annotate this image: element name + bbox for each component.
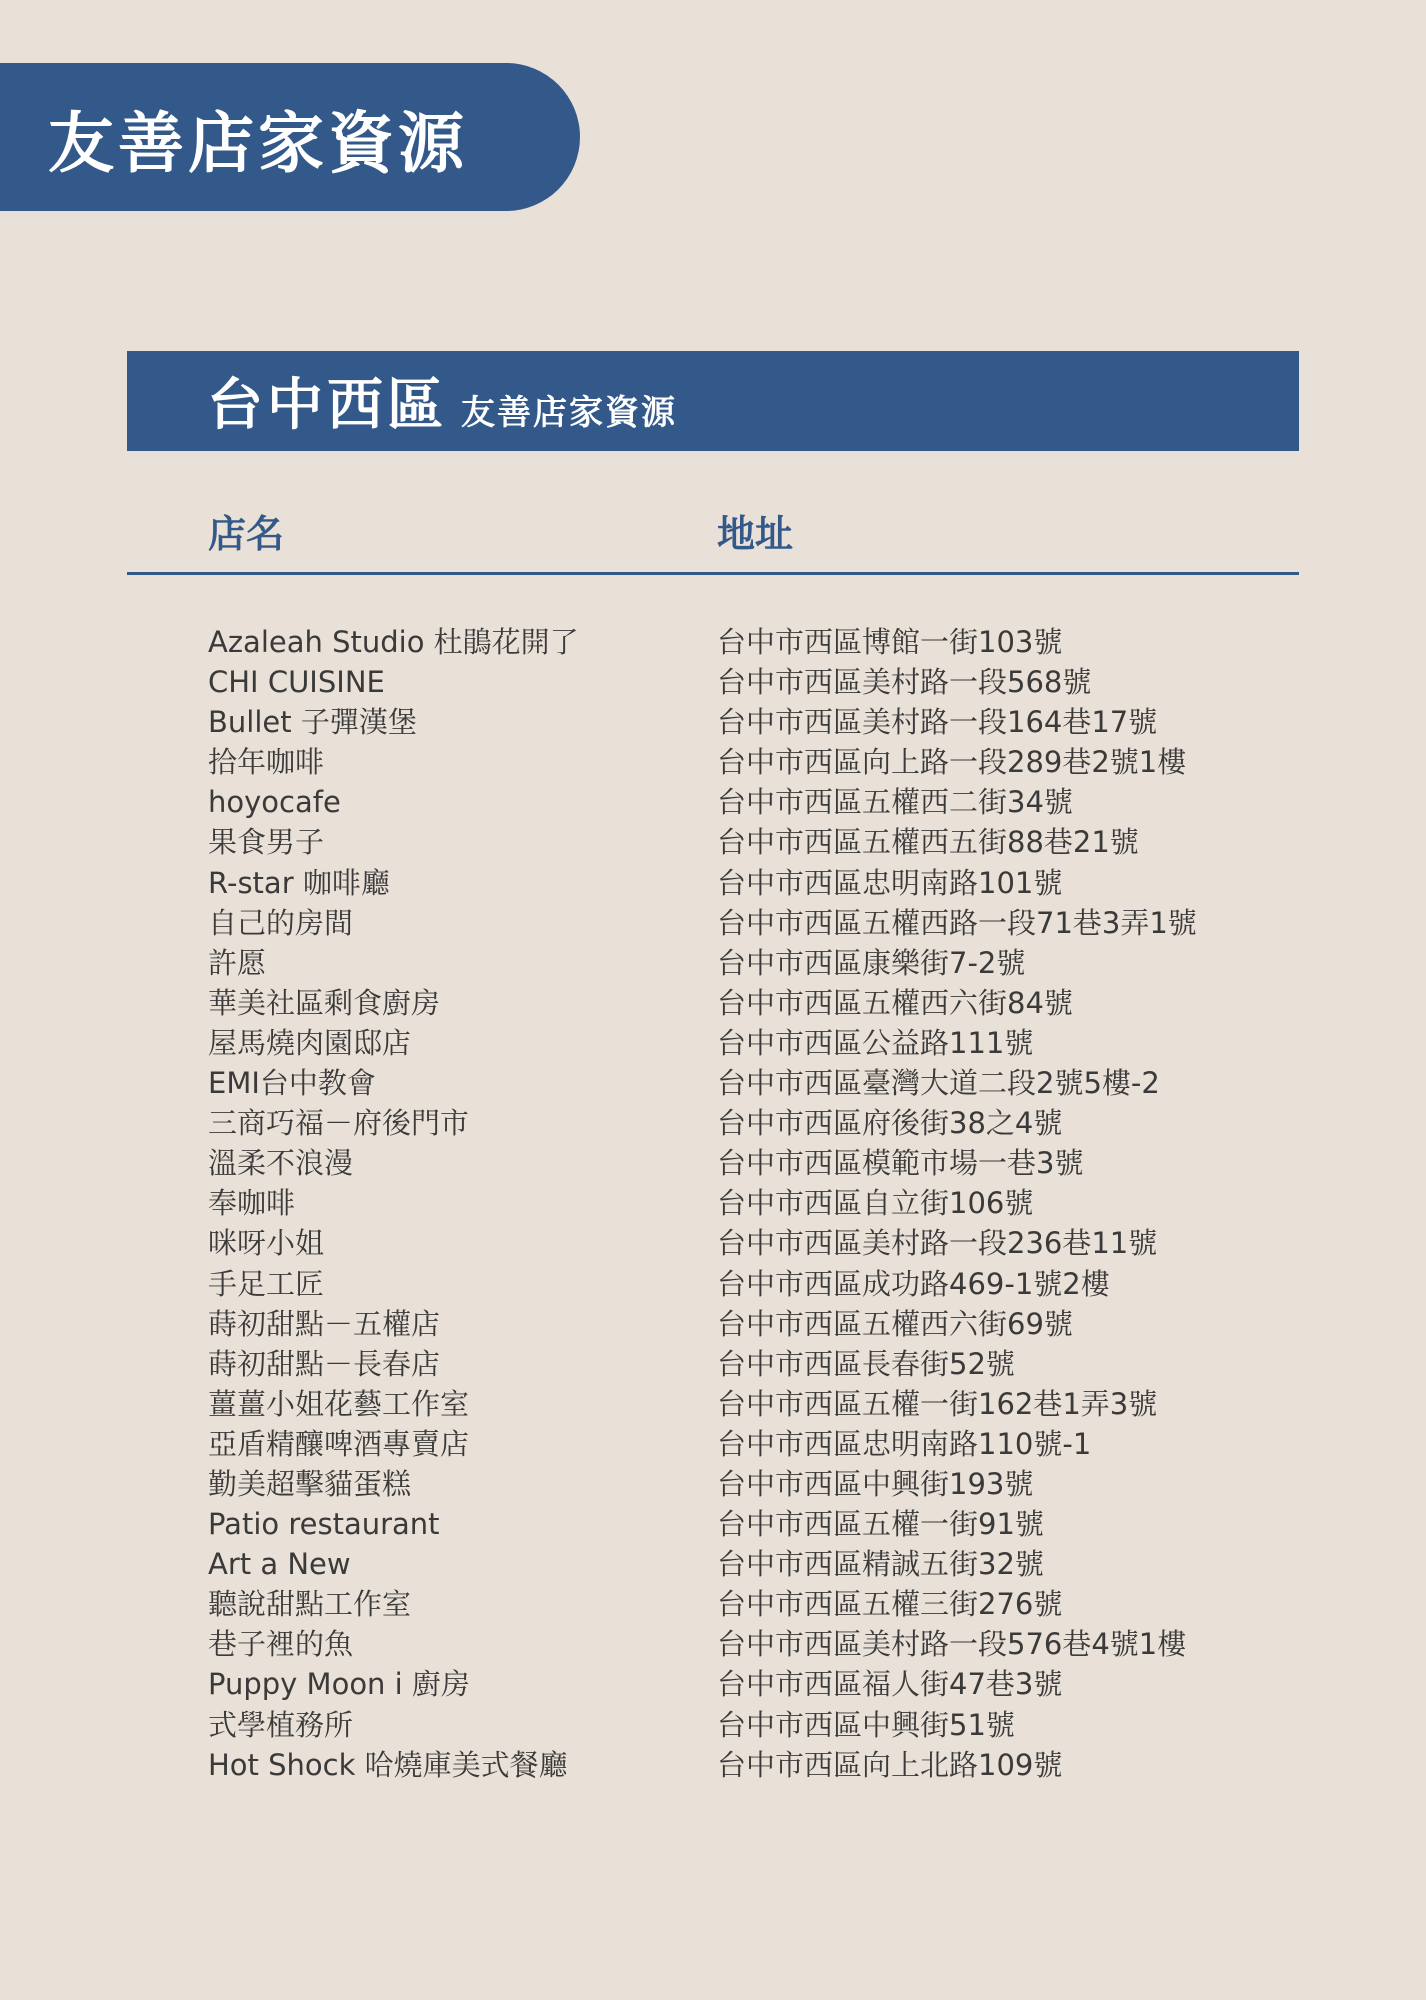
store-address-list (717, 622, 1197, 1785)
store-address: 台中市西區中興街193號 (717, 1466, 1034, 1501)
store-name: Hot Shock 哈燒庫美式餐廳 (208, 1747, 568, 1782)
store-address: 台中市西區忠明南路101號 (717, 865, 1063, 900)
store-name: Azaleah Studio 杜鵑花開了 (208, 625, 579, 659)
store-name: 式學植務所 (208, 1707, 354, 1742)
page-title: 友善店家資源 (48, 104, 468, 182)
store-name: 巷子裡的魚 (208, 1627, 354, 1662)
store-name: 手足工匠 (208, 1266, 325, 1301)
store-address: 台中市西區五權西六街69號 (717, 1306, 1073, 1341)
store-address: 台中市西區中興街51號 (717, 1707, 1015, 1742)
district-title: 台中西區 (207, 373, 447, 438)
store-name: Art a New (208, 1547, 351, 1582)
store-name: Puppy Moon i 廚房 (208, 1667, 470, 1702)
store-address: 台中市西區成功路469-1號2樓 (717, 1266, 1110, 1301)
store-address: 台中市西區向上路一段289巷2號1樓 (717, 745, 1187, 780)
store-address: 台中市西區模範市場一巷3號 (717, 1146, 1084, 1181)
store-name: 蒔初甜點－長春店 (208, 1346, 441, 1381)
store-address: 台中市西區美村路一段236巷11號 (717, 1226, 1158, 1261)
store-name: 勤美超擊貓蛋糕 (208, 1466, 412, 1501)
section-banner (127, 351, 1299, 451)
store-name: 蒔初甜點－五權店 (208, 1306, 441, 1341)
store-name: Bullet 子彈漢堡 (208, 705, 417, 740)
store-name: 屋馬燒肉園邸店 (208, 1025, 412, 1060)
store-address: 台中市西區向上北路109號 (717, 1747, 1063, 1782)
column-header-address: 地址 (717, 512, 794, 556)
store-address: 台中市西區五權西路一段71巷3弄1號 (717, 905, 1197, 940)
store-name-list (208, 622, 579, 1785)
store-name: 華美社區剩食廚房 (208, 985, 441, 1020)
store-name: R-star 咖啡廳 (208, 865, 390, 900)
store-name: 果食男子 (208, 825, 325, 860)
store-address: 台中市西區五權一街162巷1弄3號 (717, 1386, 1158, 1421)
store-address: 台中市西區公益路111號 (717, 1025, 1034, 1060)
store-address: 台中市西區五權西六街84號 (717, 985, 1073, 1020)
store-address: 台中市西區美村路一段568號 (717, 665, 1092, 700)
store-name: 薑薑小姐花藝工作室 (208, 1386, 470, 1421)
page-title-tab (0, 63, 580, 211)
header-divider (127, 572, 1299, 575)
store-name: 聽說甜點工作室 (208, 1587, 412, 1622)
store-address: 台中市西區五權西五街88巷21號 (717, 825, 1139, 860)
store-address: 台中市西區博館一街103號 (717, 625, 1063, 659)
banner-subtitle: 友善店家資源 (461, 392, 677, 433)
store-address: 台中市西區精誠五街32號 (717, 1547, 1044, 1582)
store-address: 台中市西區美村路一段164巷17號 (717, 705, 1158, 740)
store-name: 自己的房間 (208, 905, 354, 940)
store-name: 三商巧福－府後門市 (208, 1106, 470, 1141)
store-address: 台中市西區美村路一段576巷4號1樓 (717, 1627, 1187, 1662)
store-address: 台中市西區忠明南路110號-1 (717, 1426, 1092, 1461)
store-address: 台中市西區府後街38之4號 (717, 1106, 1063, 1141)
store-address: 台中市西區長春街52號 (717, 1346, 1015, 1381)
store-name: 奉咖啡 (208, 1186, 296, 1221)
store-address: 台中市西區福人街47巷3號 (717, 1667, 1063, 1702)
column-header-name: 店名 (208, 512, 285, 556)
store-name: hoyocafe (208, 785, 341, 820)
store-address: 台中市西區五權西二街34號 (717, 785, 1073, 820)
store-name: 拾年咖啡 (208, 745, 325, 780)
store-name: 亞盾精釀啤酒專賣店 (208, 1426, 470, 1461)
store-address: 台中市西區自立街106號 (717, 1186, 1034, 1221)
store-name: 咪呀小姐 (208, 1226, 325, 1261)
store-name: CHI CUISINE (208, 665, 385, 700)
store-name: 溫柔不浪漫 (208, 1146, 354, 1181)
store-address: 台中市西區臺灣大道二段2號5樓-2 (717, 1066, 1160, 1101)
store-name: Patio restaurant (208, 1507, 440, 1542)
store-name: EMI台中教會 (208, 1066, 376, 1101)
store-address: 台中市西區五權一街91號 (717, 1507, 1044, 1542)
store-name: 許愿 (208, 945, 267, 980)
store-address: 台中市西區五權三街276號 (717, 1587, 1063, 1622)
store-address: 台中市西區康樂街7-2號 (717, 945, 1026, 980)
